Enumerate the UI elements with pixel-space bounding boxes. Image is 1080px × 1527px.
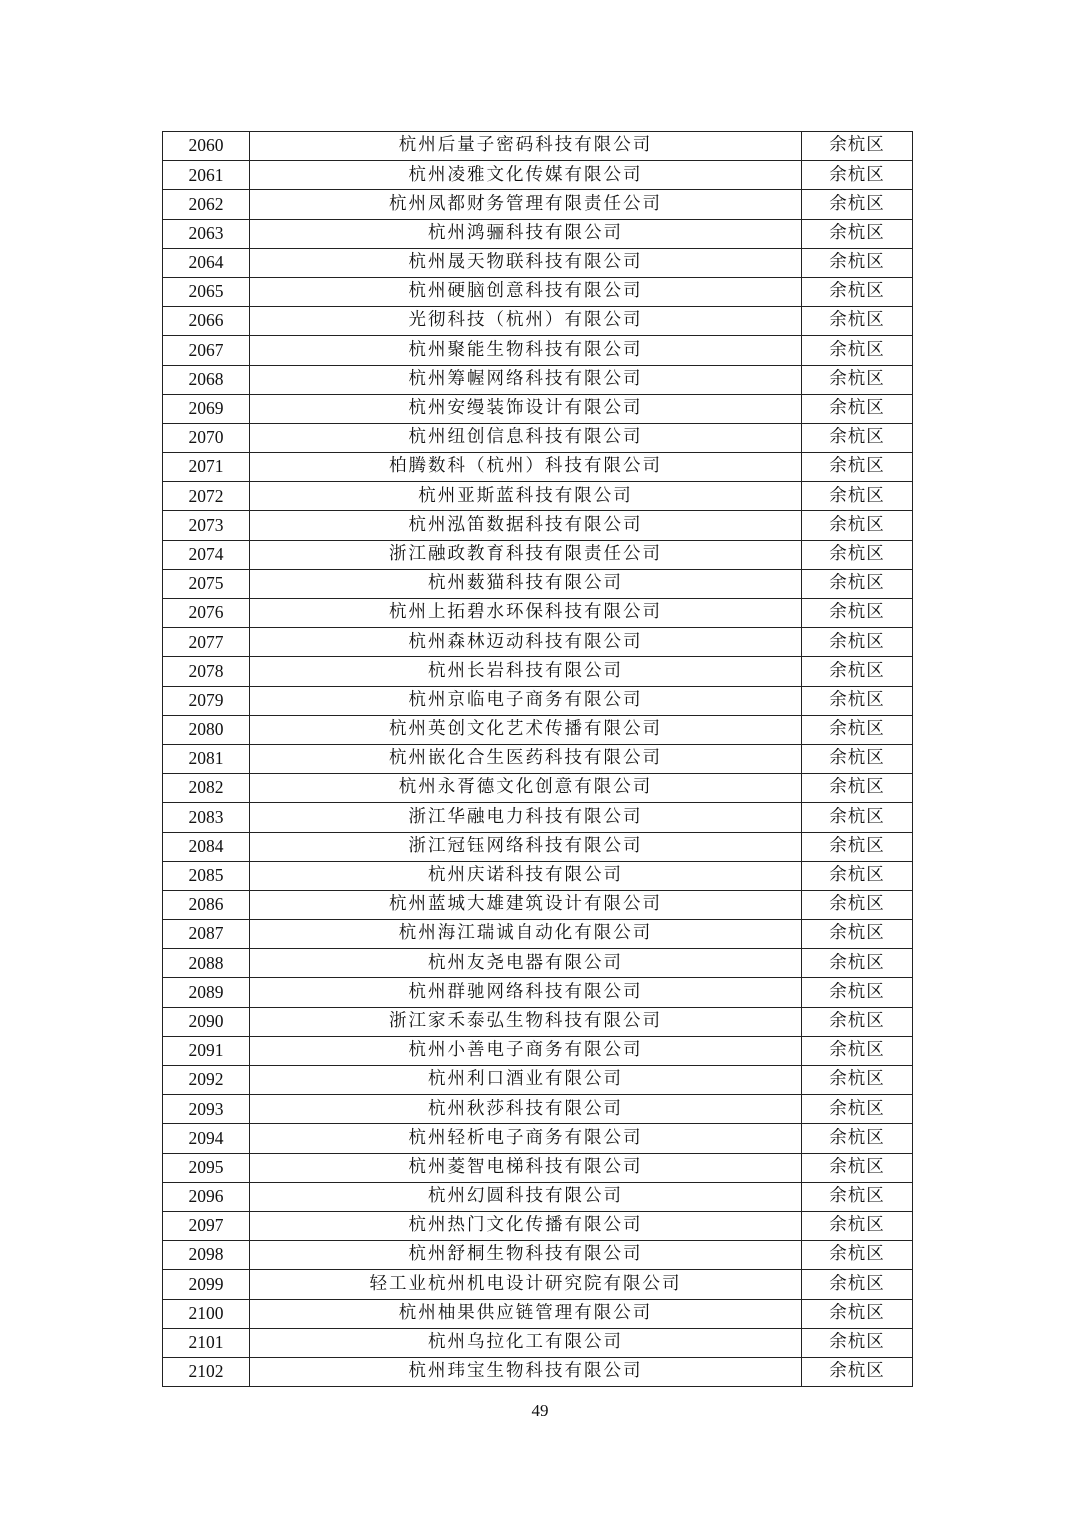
company-name-cell: 杭州蓝城大雄建筑设计有限公司 [250,890,802,919]
row-number-cell: 2091 [163,1036,250,1065]
district-cell: 余杭区 [802,1270,913,1299]
company-name-cell: 杭州庆诺科技有限公司 [250,861,802,890]
table-row [163,1095,913,1124]
district-cell: 余杭区 [802,978,913,1007]
district-cell: 余杭区 [802,774,913,803]
company-name-cell: 杭州凤都财务管理有限责任公司 [250,190,802,219]
company-name-cell: 杭州海江瑞诚自动化有限公司 [250,920,802,949]
row-number-cell: 2085 [163,861,250,890]
district-cell: 余杭区 [802,1328,913,1357]
table-row [163,686,913,715]
district-cell: 余杭区 [802,715,913,744]
table-row [163,1007,913,1036]
company-table [162,131,913,1387]
table-row [163,1328,913,1357]
row-number-cell: 2072 [163,482,250,511]
row-number-cell: 2084 [163,832,250,861]
row-number-cell: 2081 [163,744,250,773]
table-row [163,1124,913,1153]
table-row [163,482,913,511]
row-number-cell: 2074 [163,540,250,569]
table-row [163,1270,913,1299]
row-number-cell: 2093 [163,1095,250,1124]
district-cell: 余杭区 [802,1124,913,1153]
table-row [163,1241,913,1270]
district-cell: 余杭区 [802,1153,913,1182]
company-name-cell: 杭州森林迈动科技有限公司 [250,628,802,657]
district-cell: 余杭区 [802,277,913,306]
table-row [163,599,913,628]
table-row [163,949,913,978]
row-number-cell: 2097 [163,1211,250,1240]
district-cell: 余杭区 [802,307,913,336]
company-name-cell: 杭州舒桐生物科技有限公司 [250,1241,802,1270]
district-cell: 余杭区 [802,1357,913,1386]
table-row [163,190,913,219]
district-cell: 余杭区 [802,1066,913,1095]
row-number-cell: 2066 [163,307,250,336]
district-cell: 余杭区 [802,744,913,773]
table-row [163,657,913,686]
row-number-cell: 2068 [163,365,250,394]
row-number-cell: 2087 [163,920,250,949]
table-row [163,1036,913,1065]
row-number-cell: 2096 [163,1182,250,1211]
table-row [163,890,913,919]
district-cell: 余杭区 [802,949,913,978]
district-cell: 余杭区 [802,832,913,861]
table-row [163,569,913,598]
district-cell: 余杭区 [802,599,913,628]
table-row [163,628,913,657]
row-number-cell: 2061 [163,161,250,190]
company-name-cell: 杭州柚果供应链管理有限公司 [250,1299,802,1328]
row-number-cell: 2089 [163,978,250,1007]
table-row [163,248,913,277]
district-cell: 余杭区 [802,394,913,423]
company-name-cell: 杭州亚斯蓝科技有限公司 [250,482,802,511]
district-cell: 余杭区 [802,1211,913,1240]
district-cell: 余杭区 [802,1299,913,1328]
company-name-cell: 杭州凌雅文化传媒有限公司 [250,161,802,190]
district-cell: 余杭区 [802,1036,913,1065]
company-name-cell: 杭州后量子密码科技有限公司 [250,132,802,161]
table-row [163,1357,913,1386]
table-row [163,861,913,890]
row-number-cell: 2100 [163,1299,250,1328]
table-row [163,453,913,482]
table-row [163,978,913,1007]
table-row [163,1211,913,1240]
company-name-cell: 杭州筹幄网络科技有限公司 [250,365,802,394]
district-cell: 余杭区 [802,161,913,190]
district-cell: 余杭区 [802,132,913,161]
row-number-cell: 2064 [163,248,250,277]
company-name-cell: 浙江家禾泰弘生物科技有限公司 [250,1007,802,1036]
company-name-cell: 浙江华融电力科技有限公司 [250,803,802,832]
table-row [163,394,913,423]
row-number-cell: 2101 [163,1328,250,1357]
row-number-cell: 2078 [163,657,250,686]
table-row [163,219,913,248]
table-row [163,277,913,306]
company-name-cell: 杭州幻圆科技有限公司 [250,1182,802,1211]
row-number-cell: 2063 [163,219,250,248]
company-name-cell: 杭州硬脑创意科技有限公司 [250,277,802,306]
row-number-cell: 2098 [163,1241,250,1270]
company-name-cell: 杭州轻析电子商务有限公司 [250,1124,802,1153]
district-cell: 余杭区 [802,190,913,219]
row-number-cell: 2062 [163,190,250,219]
company-name-cell: 杭州上拓碧水环保科技有限公司 [250,599,802,628]
district-cell: 余杭区 [802,511,913,540]
table-row [163,803,913,832]
company-name-cell: 浙江融政教育科技有限责任公司 [250,540,802,569]
company-name-cell: 杭州薮猫科技有限公司 [250,569,802,598]
row-number-cell: 2070 [163,423,250,452]
table-row [163,832,913,861]
district-cell: 余杭区 [802,890,913,919]
company-name-cell: 杭州玮宝生物科技有限公司 [250,1357,802,1386]
district-cell: 余杭区 [802,1182,913,1211]
row-number-cell: 2073 [163,511,250,540]
company-name-cell: 杭州菱智电梯科技有限公司 [250,1153,802,1182]
row-number-cell: 2075 [163,569,250,598]
company-name-cell: 光彻科技（杭州）有限公司 [250,307,802,336]
district-cell: 余杭区 [802,365,913,394]
table-row [163,1066,913,1095]
company-name-cell: 杭州鸿骊科技有限公司 [250,219,802,248]
district-cell: 余杭区 [802,657,913,686]
table-row [163,540,913,569]
row-number-cell: 2083 [163,803,250,832]
table-row [163,132,913,161]
row-number-cell: 2076 [163,599,250,628]
table-row [163,715,913,744]
table-row [163,511,913,540]
row-number-cell: 2079 [163,686,250,715]
row-number-cell: 2088 [163,949,250,978]
company-name-cell: 杭州安缦装饰设计有限公司 [250,394,802,423]
table-row [163,920,913,949]
row-number-cell: 2090 [163,1007,250,1036]
district-cell: 余杭区 [802,569,913,598]
company-name-cell: 杭州永胥德文化创意有限公司 [250,774,802,803]
company-name-cell: 杭州晟天物联科技有限公司 [250,248,802,277]
table-row [163,1299,913,1328]
company-name-cell: 杭州嵌化合生医药科技有限公司 [250,744,802,773]
district-cell: 余杭区 [802,920,913,949]
table-row [163,365,913,394]
district-cell: 余杭区 [802,803,913,832]
company-name-cell: 杭州小善电子商务有限公司 [250,1036,802,1065]
company-table-body [163,132,913,1387]
row-number-cell: 2060 [163,132,250,161]
table-row [163,307,913,336]
district-cell: 余杭区 [802,248,913,277]
row-number-cell: 2077 [163,628,250,657]
district-cell: 余杭区 [802,686,913,715]
row-number-cell: 2092 [163,1066,250,1095]
district-cell: 余杭区 [802,423,913,452]
district-cell: 余杭区 [802,219,913,248]
row-number-cell: 2095 [163,1153,250,1182]
row-number-cell: 2099 [163,1270,250,1299]
company-name-cell: 杭州英创文化艺术传播有限公司 [250,715,802,744]
table-row [163,1182,913,1211]
district-cell: 余杭区 [802,1095,913,1124]
table-row [163,1153,913,1182]
table-row [163,774,913,803]
company-table-container [162,131,911,1387]
company-name-cell: 杭州纽创信息科技有限公司 [250,423,802,452]
row-number-cell: 2080 [163,715,250,744]
company-name-cell: 杭州秋莎科技有限公司 [250,1095,802,1124]
table-row [163,423,913,452]
company-name-cell: 杭州聚能生物科技有限公司 [250,336,802,365]
row-number-cell: 2082 [163,774,250,803]
district-cell: 余杭区 [802,1241,913,1270]
company-name-cell: 柏腾数科（杭州）科技有限公司 [250,453,802,482]
table-row [163,161,913,190]
row-number-cell: 2065 [163,277,250,306]
company-name-cell: 杭州友尧电器有限公司 [250,949,802,978]
table-row [163,336,913,365]
district-cell: 余杭区 [802,540,913,569]
company-name-cell: 杭州群驰网络科技有限公司 [250,978,802,1007]
company-name-cell: 杭州泓笛数据科技有限公司 [250,511,802,540]
table-row [163,744,913,773]
district-cell: 余杭区 [802,482,913,511]
district-cell: 余杭区 [802,1007,913,1036]
company-name-cell: 浙江冠钰网络科技有限公司 [250,832,802,861]
company-name-cell: 杭州热门文化传播有限公司 [250,1211,802,1240]
district-cell: 余杭区 [802,336,913,365]
row-number-cell: 2067 [163,336,250,365]
page-number: 49 [531,1401,549,1420]
row-number-cell: 2086 [163,890,250,919]
row-number-cell: 2069 [163,394,250,423]
company-name-cell: 杭州乌拉化工有限公司 [250,1328,802,1357]
company-name-cell: 轻工业杭州机电设计研究院有限公司 [250,1270,802,1299]
row-number-cell: 2071 [163,453,250,482]
district-cell: 余杭区 [802,628,913,657]
company-name-cell: 杭州利口酒业有限公司 [250,1066,802,1095]
district-cell: 余杭区 [802,453,913,482]
row-number-cell: 2094 [163,1124,250,1153]
company-name-cell: 杭州长岩科技有限公司 [250,657,802,686]
district-cell: 余杭区 [802,861,913,890]
company-name-cell: 杭州京临电子商务有限公司 [250,686,802,715]
row-number-cell: 2102 [163,1357,250,1386]
